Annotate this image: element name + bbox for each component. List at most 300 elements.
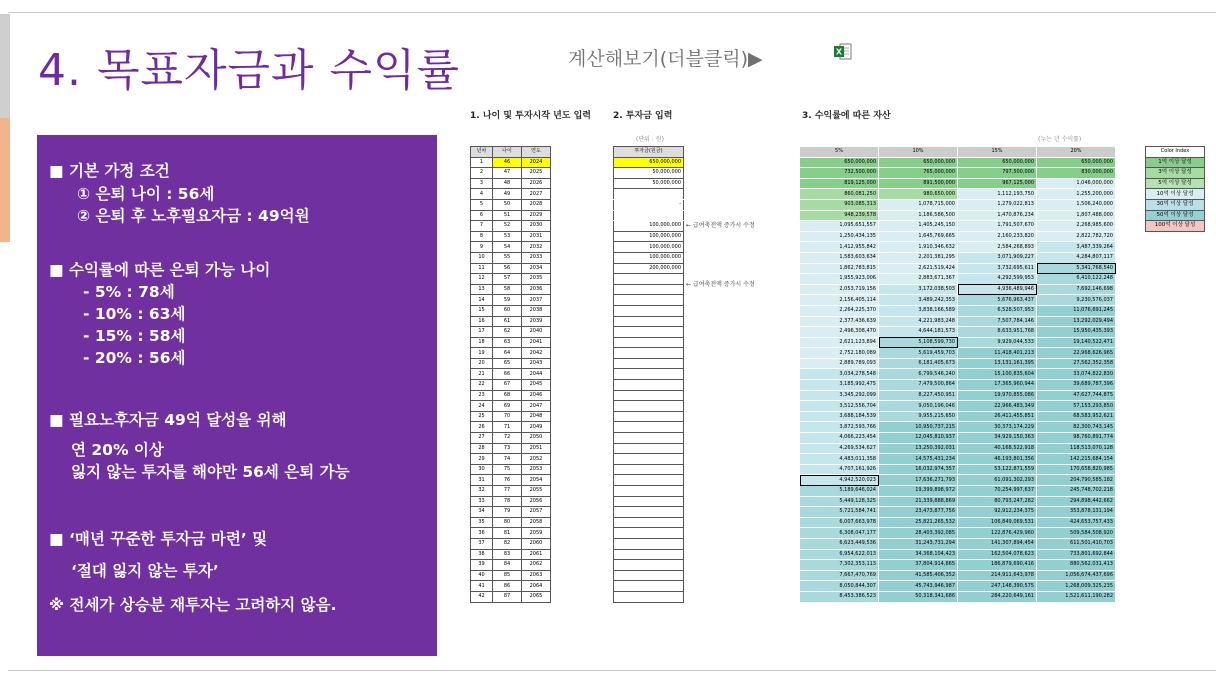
investment-cell bbox=[614, 358, 684, 369]
table-cell: 87 bbox=[493, 591, 522, 602]
table-cell: 53 bbox=[493, 231, 522, 242]
table-row bbox=[614, 549, 684, 560]
color-index-item: 1억 이상 달성 bbox=[1146, 157, 1205, 168]
table-row bbox=[800, 443, 1116, 454]
asset-cell: 142,215,684,154 bbox=[1037, 454, 1116, 465]
excel-icon[interactable] bbox=[833, 42, 853, 62]
table-cell: 37 bbox=[471, 538, 493, 549]
table-row bbox=[614, 168, 684, 179]
asset-cell: 819,125,000 bbox=[800, 178, 879, 189]
table-row bbox=[471, 210, 551, 221]
asset-cell: 1,412,955,842 bbox=[800, 242, 879, 253]
table-cell: 2035 bbox=[522, 274, 551, 285]
asset-cell: 30,373,174,229 bbox=[958, 422, 1037, 433]
investment-cell bbox=[614, 369, 684, 380]
color-index-item: 5억 이상 달성 bbox=[1146, 178, 1205, 189]
investment-table bbox=[613, 146, 684, 603]
asset-cell: 4,483,011,358 bbox=[800, 454, 879, 465]
col-header: 20% bbox=[1037, 147, 1116, 158]
color-index-row bbox=[1146, 168, 1205, 179]
table-row bbox=[471, 496, 551, 507]
table-cell: 2063 bbox=[522, 570, 551, 581]
table-row bbox=[471, 337, 551, 348]
table-row bbox=[471, 305, 551, 316]
table-cell: 2026 bbox=[522, 178, 551, 189]
asset-cell: 11,418,401,213 bbox=[958, 348, 1037, 359]
goal-line-1: 연 20% 이상 bbox=[71, 441, 164, 459]
color-index-row bbox=[1146, 157, 1205, 168]
table-row bbox=[471, 549, 551, 560]
table-row bbox=[471, 295, 551, 306]
table-row bbox=[471, 570, 551, 581]
asset-cell: 23,473,877,756 bbox=[879, 507, 958, 518]
table-row bbox=[800, 411, 1116, 422]
table-cell: 39 bbox=[471, 560, 493, 571]
table-row bbox=[614, 358, 684, 369]
investment-cell: 650,000,000 bbox=[614, 157, 684, 168]
asset-cell: 162,504,078,623 bbox=[958, 549, 1037, 560]
asset-cell: 509,584,508,920 bbox=[1037, 528, 1116, 539]
table-cell: 15 bbox=[471, 305, 493, 316]
asset-cell: 98,760,891,774 bbox=[1037, 433, 1116, 444]
table-row bbox=[471, 380, 551, 391]
table-row bbox=[800, 517, 1116, 528]
asset-cell: 2,496,308,470 bbox=[800, 327, 879, 338]
table-row bbox=[471, 199, 551, 210]
table-row bbox=[471, 178, 551, 189]
asset-cell: 797,500,000 bbox=[958, 168, 1037, 179]
table-row bbox=[614, 486, 684, 497]
age-10pct: - 10% : 63세 bbox=[83, 305, 186, 323]
table-row bbox=[471, 411, 551, 422]
asset-cell: 6,007,663,978 bbox=[800, 517, 879, 528]
table-cell: 2064 bbox=[522, 581, 551, 592]
asset-cell: 1,791,507,670 bbox=[958, 221, 1037, 232]
table-cell: 60 bbox=[493, 305, 522, 316]
asset-cell: 1,186,586,500 bbox=[879, 210, 958, 221]
asset-cell: 6,623,449,536 bbox=[800, 538, 879, 549]
table-cell: 2049 bbox=[522, 422, 551, 433]
asset-cell: 10,950,737,215 bbox=[879, 422, 958, 433]
table-cell: 35 bbox=[471, 517, 493, 528]
asset-cell: 1,046,000,000 bbox=[1037, 178, 1116, 189]
table-cell: 2045 bbox=[522, 380, 551, 391]
table-cell: 32 bbox=[471, 486, 493, 497]
table-row bbox=[800, 327, 1116, 338]
table-row bbox=[614, 284, 684, 295]
table-row bbox=[800, 316, 1116, 327]
asset-table bbox=[799, 146, 1116, 603]
asset-cell: 6,181,405,673 bbox=[879, 358, 958, 369]
footnote: ※ 전세가 상승분 재투자는 고려하지 않음. bbox=[49, 596, 337, 614]
investment-cell bbox=[614, 274, 684, 285]
table-cell: 49 bbox=[493, 189, 522, 200]
asset-cell: 8,633,951,768 bbox=[958, 327, 1037, 338]
asset-cell: 2,268,985,600 bbox=[1037, 221, 1116, 232]
investment-cell bbox=[614, 591, 684, 602]
asset-cell: 34,368,104,423 bbox=[879, 549, 958, 560]
section2-title: 2. 투자금 입력 bbox=[613, 111, 673, 121]
asset-cell: 106,849,069,531 bbox=[958, 517, 1037, 528]
color-index-item: 50억 이상 달성 bbox=[1146, 210, 1205, 221]
color-index-item: 30억 이상 달성 bbox=[1146, 199, 1205, 210]
color-index-table bbox=[1145, 146, 1205, 232]
asset-cell: 3,345,292,099 bbox=[800, 390, 879, 401]
table-cell: 69 bbox=[493, 401, 522, 412]
table-row bbox=[800, 210, 1116, 221]
table-row bbox=[471, 528, 551, 539]
asset-cell: 3,688,184,539 bbox=[800, 411, 879, 422]
asset-cell: 27,562,352,358 bbox=[1037, 358, 1116, 369]
col-header: 10% bbox=[879, 147, 958, 158]
investment-cell bbox=[614, 538, 684, 549]
asset-cell: 40,168,522,918 bbox=[958, 443, 1037, 454]
table-cell: 31 bbox=[471, 475, 493, 486]
table-row bbox=[471, 464, 551, 475]
asset-cell: 2,822,782,720 bbox=[1037, 231, 1116, 242]
table-row bbox=[471, 263, 551, 274]
table-cell: 58 bbox=[493, 284, 522, 295]
table-cell: 62 bbox=[493, 327, 522, 338]
table-row bbox=[800, 305, 1116, 316]
table-row bbox=[471, 358, 551, 369]
asset-cell: 9,929,044,533 bbox=[958, 337, 1037, 348]
table-cell: 27 bbox=[471, 433, 493, 444]
investment-cell bbox=[614, 411, 684, 422]
table-cell: 2062 bbox=[522, 560, 551, 571]
retire-fund-line: ② 은퇴 후 노후필요자금 : 49억원 bbox=[77, 207, 310, 225]
unit-note: (단위 : 원) bbox=[636, 136, 664, 143]
asset-cell: 7,667,470,769 bbox=[800, 570, 879, 581]
asset-cell: 7,302,353,113 bbox=[800, 560, 879, 571]
table-cell: 51 bbox=[493, 210, 522, 221]
table-cell: 14 bbox=[471, 295, 493, 306]
asset-cell: 2,752,180,089 bbox=[800, 348, 879, 359]
investment-cell bbox=[614, 305, 684, 316]
asset-cell: 19,140,522,471 bbox=[1037, 337, 1116, 348]
asset-cell: 903,085,313 bbox=[800, 199, 879, 210]
table-row bbox=[471, 390, 551, 401]
color-index-row bbox=[1146, 199, 1205, 210]
table-row bbox=[614, 560, 684, 571]
table-cell: 2065 bbox=[522, 591, 551, 602]
asset-cell: 5,189,646,024 bbox=[800, 486, 879, 497]
table-cell: 2061 bbox=[522, 549, 551, 560]
color-index-item: 10억 이상 달성 bbox=[1146, 189, 1205, 200]
table-cell: 2031 bbox=[522, 231, 551, 242]
table-row bbox=[614, 242, 684, 253]
asset-cell: 1,405,245,150 bbox=[879, 221, 958, 232]
asset-cell: 650,000,000 bbox=[958, 157, 1037, 168]
age-by-return-heading: ■ 수익률에 따른 은퇴 가능 나이 bbox=[49, 261, 271, 279]
asset-cell: 650,000,000 bbox=[879, 157, 958, 168]
table-row bbox=[614, 252, 684, 263]
asset-cell: 4,942,520,023 bbox=[800, 475, 879, 486]
table-row bbox=[800, 295, 1116, 306]
table-cell: 46 bbox=[493, 157, 522, 168]
table-row bbox=[471, 517, 551, 528]
asset-cell: 16,032,974,357 bbox=[879, 464, 958, 475]
asset-cell: 8,227,450,951 bbox=[879, 390, 958, 401]
asset-cell: 1,955,923,006 bbox=[800, 274, 879, 285]
investment-cell: 50,000,000 bbox=[614, 178, 684, 189]
asset-cell: 765,000,000 bbox=[879, 168, 958, 179]
table-row bbox=[800, 422, 1116, 433]
investment-cell bbox=[614, 581, 684, 592]
strategy-heading: ■ ‘매년 꾸준한 투자금 마련’ 및 bbox=[49, 530, 268, 548]
col-header: 나이 bbox=[493, 147, 522, 158]
table-row bbox=[614, 443, 684, 454]
table-cell: 50 bbox=[493, 199, 522, 210]
asset-cell: 80,793,247,282 bbox=[958, 496, 1037, 507]
asset-cell: 6,528,507,953 bbox=[958, 305, 1037, 316]
asset-cell: 2,377,436,639 bbox=[800, 316, 879, 327]
table-row bbox=[800, 274, 1116, 285]
asset-cell: 732,500,000 bbox=[800, 168, 879, 179]
color-index-row bbox=[1146, 189, 1205, 200]
asset-cell: 1,521,611,190,282 bbox=[1037, 591, 1116, 602]
table-cell: 86 bbox=[493, 581, 522, 592]
investment-cell bbox=[614, 422, 684, 433]
asset-cell: 17,365,960,944 bbox=[958, 380, 1037, 391]
investment-cell bbox=[614, 348, 684, 359]
table-row bbox=[471, 475, 551, 486]
asset-cell: 50,318,341,686 bbox=[879, 591, 958, 602]
table-row bbox=[800, 464, 1116, 475]
table-cell: 19 bbox=[471, 348, 493, 359]
table-cell: 2058 bbox=[522, 517, 551, 528]
investment-cell bbox=[614, 380, 684, 391]
table-cell: 20 bbox=[471, 358, 493, 369]
table-row bbox=[800, 348, 1116, 359]
table-cell: 2029 bbox=[522, 210, 551, 221]
investment-cell bbox=[614, 517, 684, 528]
table-cell: 23 bbox=[471, 390, 493, 401]
table-row bbox=[614, 401, 684, 412]
assumption-heading: ■ 기본 가정 조건 bbox=[49, 162, 170, 180]
table-row bbox=[800, 337, 1116, 348]
table-cell: 65 bbox=[493, 358, 522, 369]
table-row bbox=[614, 507, 684, 518]
table-row bbox=[614, 475, 684, 486]
asset-cell: 650,000,000 bbox=[800, 157, 879, 168]
table-row bbox=[800, 369, 1116, 380]
asset-cell: 141,307,894,454 bbox=[958, 538, 1037, 549]
asset-cell: 294,898,442,662 bbox=[1037, 496, 1116, 507]
asset-cell: 13,250,392,031 bbox=[879, 443, 958, 454]
bottom-rule bbox=[8, 670, 1216, 671]
table-row bbox=[800, 252, 1116, 263]
table-row bbox=[800, 496, 1116, 507]
table-row bbox=[471, 348, 551, 359]
asset-cell: 1,506,240,000 bbox=[1037, 199, 1116, 210]
table-row bbox=[800, 433, 1116, 444]
table-row bbox=[614, 231, 684, 242]
color-index-row bbox=[1146, 178, 1205, 189]
asset-cell: 1,470,876,234 bbox=[958, 210, 1037, 221]
table-row bbox=[614, 157, 684, 168]
asset-cell: 4,936,489,946 bbox=[958, 284, 1037, 295]
asset-cell: 3,185,992,475 bbox=[800, 380, 879, 391]
table-cell: 16 bbox=[471, 316, 493, 327]
asset-cell: 9,230,576,037 bbox=[1037, 295, 1116, 306]
asset-cell: 33,074,822,830 bbox=[1037, 369, 1116, 380]
asset-cell: 170,658,820,985 bbox=[1037, 464, 1116, 475]
goal-heading: ■ 필요노후자금 49억 달성을 위해 bbox=[49, 411, 287, 429]
color-index-item: 100억 이상 달성 bbox=[1146, 221, 1205, 232]
table-row bbox=[800, 486, 1116, 497]
left-accent-orange bbox=[0, 118, 10, 242]
investment-cell bbox=[614, 295, 684, 306]
asset-cell: 3,512,556,704 bbox=[800, 401, 879, 412]
asset-cell: 6,954,622,013 bbox=[800, 549, 879, 560]
table-cell: 2 bbox=[471, 168, 493, 179]
asset-cell: 4,066,223,454 bbox=[800, 433, 879, 444]
asset-cell: 2,621,123,894 bbox=[800, 337, 879, 348]
asset-cell: 1,095,651,557 bbox=[800, 221, 879, 232]
asset-cell: 5,676,963,437 bbox=[958, 295, 1037, 306]
table-row bbox=[800, 189, 1116, 200]
table-row bbox=[800, 549, 1116, 560]
table-row bbox=[614, 581, 684, 592]
table-cell: 81 bbox=[493, 528, 522, 539]
asset-cell: 122,876,429,960 bbox=[958, 528, 1037, 539]
asset-cell: 5,108,599,730 bbox=[879, 337, 958, 348]
table-cell: 80 bbox=[493, 517, 522, 528]
table-row bbox=[471, 168, 551, 179]
table-row bbox=[614, 210, 684, 221]
asset-cell: 1,056,674,437,696 bbox=[1037, 570, 1116, 581]
retire-age-line: ① 은퇴 나이 : 56세 bbox=[77, 185, 215, 203]
asset-cell: 2,156,405,114 bbox=[800, 295, 879, 306]
table-cell: 40 bbox=[471, 570, 493, 581]
table-row bbox=[614, 263, 684, 274]
asset-cell: 860,081,250 bbox=[800, 189, 879, 200]
table-cell: 48 bbox=[493, 178, 522, 189]
asset-cell: 2,621,519,424 bbox=[879, 263, 958, 274]
table-cell: 2050 bbox=[522, 433, 551, 444]
table-cell: 2043 bbox=[522, 358, 551, 369]
summary-panel bbox=[37, 135, 437, 656]
col-header: 투자금(원금) bbox=[614, 147, 684, 158]
asset-cell: 214,911,643,978 bbox=[958, 570, 1037, 581]
table-row bbox=[471, 538, 551, 549]
asset-cell: 186,879,690,416 bbox=[958, 560, 1037, 571]
investment-cell bbox=[614, 189, 684, 200]
asset-cell: 12,045,810,937 bbox=[879, 433, 958, 444]
table-cell: 11 bbox=[471, 263, 493, 274]
table-cell: 28 bbox=[471, 443, 493, 454]
investment-cell bbox=[614, 210, 684, 221]
table-cell: 2055 bbox=[522, 486, 551, 497]
table-row bbox=[614, 316, 684, 327]
table-row bbox=[614, 433, 684, 444]
asset-cell: 21,339,888,869 bbox=[879, 496, 958, 507]
table-row bbox=[800, 380, 1116, 391]
table-cell: 47 bbox=[493, 168, 522, 179]
table-cell: 2037 bbox=[522, 295, 551, 306]
asset-cell: 5,721,584,741 bbox=[800, 507, 879, 518]
table-row bbox=[800, 570, 1116, 581]
asset-cell: 6,410,122,248 bbox=[1037, 274, 1116, 285]
color-index-row bbox=[1146, 210, 1205, 221]
investment-cell bbox=[614, 316, 684, 327]
table-cell: 78 bbox=[493, 496, 522, 507]
table-cell: 61 bbox=[493, 316, 522, 327]
table-cell: 2042 bbox=[522, 348, 551, 359]
table-row bbox=[614, 454, 684, 465]
table-cell: 84 bbox=[493, 560, 522, 571]
asset-cell: 61,091,302,293 bbox=[958, 475, 1037, 486]
asset-cell: 8,453,386,523 bbox=[800, 591, 879, 602]
table-row bbox=[614, 570, 684, 581]
investment-cell: 100,000,000 bbox=[614, 231, 684, 242]
table-row bbox=[471, 422, 551, 433]
table-cell: 2034 bbox=[522, 263, 551, 274]
asset-cell: 14,575,431,234 bbox=[879, 454, 958, 465]
table-cell: 26 bbox=[471, 422, 493, 433]
table-row bbox=[800, 591, 1116, 602]
table-cell: 73 bbox=[493, 443, 522, 454]
asset-cell: 45,743,946,987 bbox=[879, 581, 958, 592]
section3-title: 3. 수익률에 따른 자산 bbox=[802, 111, 891, 121]
asset-cell: 4,707,161,926 bbox=[800, 464, 879, 475]
asset-cell: 204,790,585,182 bbox=[1037, 475, 1116, 486]
table-cell: 2025 bbox=[522, 168, 551, 179]
asset-cell: 7,692,146,698 bbox=[1037, 284, 1116, 295]
table-cell: 33 bbox=[471, 496, 493, 507]
asset-cell: 948,239,578 bbox=[800, 210, 879, 221]
table-row bbox=[471, 274, 551, 285]
table-cell: 54 bbox=[493, 242, 522, 253]
col-header: 년차 bbox=[471, 147, 493, 158]
asset-cell: 22,968,626,965 bbox=[1037, 348, 1116, 359]
table-cell: 85 bbox=[493, 570, 522, 581]
asset-cell: 4,644,181,573 bbox=[879, 327, 958, 338]
asset-cell: 1,807,488,000 bbox=[1037, 210, 1116, 221]
calc-link[interactable]: 계산해보기(더블클릭)▶ bbox=[568, 48, 763, 70]
table-row bbox=[614, 199, 684, 210]
asset-cell: 8,050,844,307 bbox=[800, 581, 879, 592]
asset-cell: 891,500,000 bbox=[879, 178, 958, 189]
color-index-row bbox=[1146, 221, 1205, 232]
table-cell: 68 bbox=[493, 390, 522, 401]
table-cell: 70 bbox=[493, 411, 522, 422]
left-accent-gray bbox=[0, 14, 10, 118]
table-row bbox=[800, 284, 1116, 295]
asset-cell: 2,584,268,893 bbox=[958, 242, 1037, 253]
investment-cell: 50,000,000 bbox=[614, 168, 684, 179]
asset-cell: 650,000,000 bbox=[1037, 157, 1116, 168]
asset-cell: 1,583,603,634 bbox=[800, 252, 879, 263]
goal-line-2: 잃지 않는 투자를 해야만 56세 은퇴 가능 bbox=[71, 463, 350, 481]
table-row bbox=[614, 189, 684, 200]
table-row bbox=[614, 337, 684, 348]
asset-cell: 11,076,691,245 bbox=[1037, 305, 1116, 316]
table-row bbox=[471, 316, 551, 327]
asset-cell: 3,487,339,264 bbox=[1037, 242, 1116, 253]
table-cell: 2032 bbox=[522, 242, 551, 253]
investment-cell bbox=[614, 337, 684, 348]
table-row bbox=[614, 464, 684, 475]
asset-cell: 28,403,392,085 bbox=[879, 528, 958, 539]
col-header: 15% bbox=[958, 147, 1037, 158]
table-row bbox=[800, 221, 1116, 232]
asset-cell: 47,627,744,875 bbox=[1037, 390, 1116, 401]
table-cell: 8 bbox=[471, 231, 493, 242]
investment-cell bbox=[614, 443, 684, 454]
table-row bbox=[471, 401, 551, 412]
